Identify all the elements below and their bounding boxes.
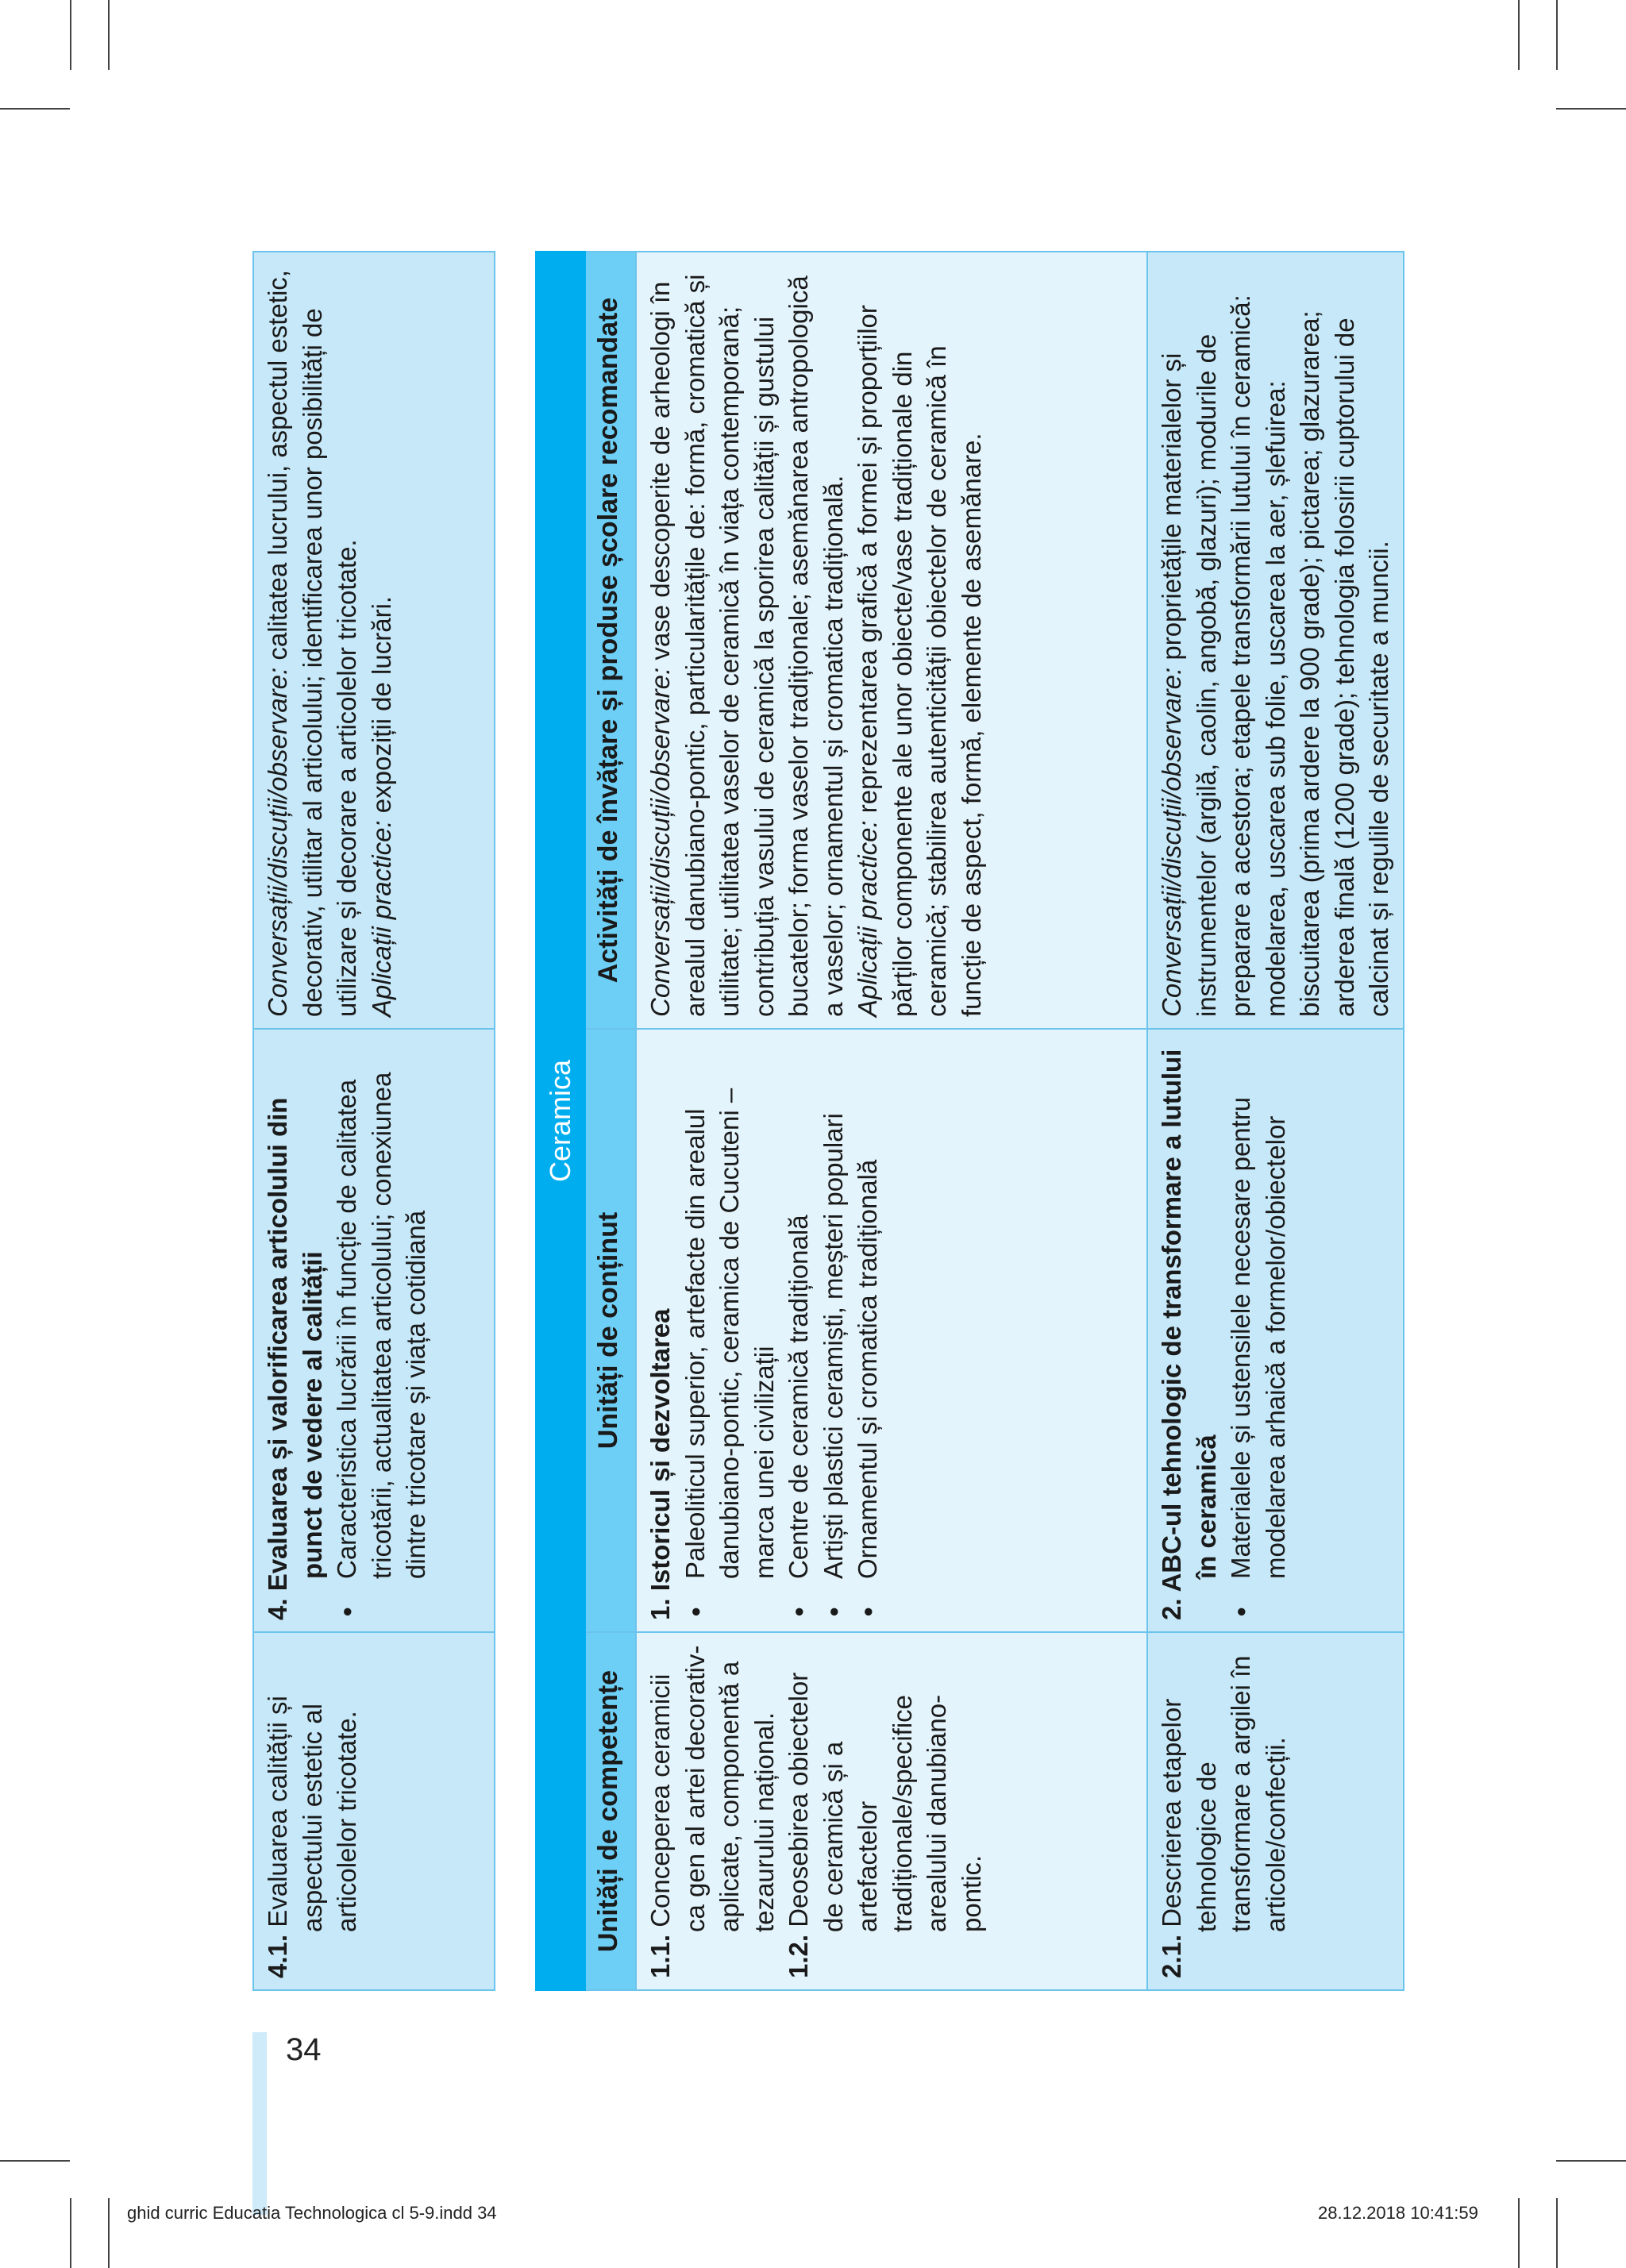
crop-mark <box>0 2160 70 2162</box>
unit-title: 4. Evaluarea și valorificarea articolului din punct de vedere al calității <box>263 1097 327 1620</box>
ceramica-table <box>535 251 1404 1991</box>
activity-cell <box>636 252 1147 1029</box>
ceramica-table-wrapper <box>535 251 1404 1991</box>
table-title: Ceramica <box>536 252 585 1990</box>
crop-mark <box>1518 2198 1520 2268</box>
activity-practice: Aplicații practice: reprezentarea grafică a formei și proporțiilor părților componente ale unor obiecte/vase tradiționale din ceramică; stabilirea autenticității obiectelor de ceramică în funcție de aspect, formă, elemente de asemănare. <box>853 305 986 1017</box>
unit-bullet-list <box>1223 1041 1293 1620</box>
content-unit-cell <box>1147 1029 1404 1632</box>
list-item: ● Ornamentul și cromatica tradițională <box>850 1041 885 1620</box>
table-row <box>253 252 495 1990</box>
footer-date-time: 28.12.2018 10:41:59 <box>1318 2203 1478 2223</box>
unit-title: 1. Istoricul și dezvoltarea <box>645 1308 675 1620</box>
list-item: ● Caracteristica lucrării în funcție de calitatea tricotării, actualitatea articolului; conexiunea dintre tricotare și viața cotidiană <box>329 1041 433 1620</box>
table-row <box>636 252 1147 1990</box>
activity-cell <box>1147 252 1404 1029</box>
activity-practice: Aplicații practice: expoziții de lucrări. <box>366 595 396 1017</box>
list-item: ● Artiști plastici ceramiști, meșteri populari <box>816 1041 851 1620</box>
activity-conversation: Conversații/discuții/observare: proprietățile materialelor și instrumentelor (argilă, caolin, angobă, glazuri); modurile de preparare a acestora; etapele transformării lutului în ceramică: modelarea, uscarea sub folie, uscarea la aer, șlefuirea: biscuitarea (prima ardere la 900 grade); pictarea; glazurarea; arderea finală (1200 grade); tehnologia folosirii cuptorului de calcinat și regulile de securitate a muncii. <box>1157 295 1394 1017</box>
activity-conversation: Conversații/discuții/observare: vase descoperite de arheologi în arealul danubiano-pontic, particularitățile de: formă, cromatică și utilitate; utilitatea vaselor de ceramică în viața contemporană; contribuția vasului de ceramică la sporirea calității și gustului bucatelor; forma vaselor tradiționale; asemănarea antropologică a vaselor; ornamentul și cromatica tradițională. <box>645 274 848 1017</box>
competence-item: 2.1. Descrierea etapelor tehnologice de transformare a argilei în articole/confecții. <box>1157 1655 1290 1978</box>
competence-cell <box>1147 1632 1404 1990</box>
competence-item: 1.1. Conceperea ceramicii ca gen al artei decorativ-aplicate, componentă a tezaurului național. <box>645 1645 779 1978</box>
crop-mark <box>1518 0 1520 70</box>
content-unit-cell <box>253 1029 495 1632</box>
competence-cell <box>253 1632 495 1990</box>
crop-mark <box>1556 108 1626 110</box>
table-row <box>1147 252 1404 1990</box>
crop-mark <box>108 2198 110 2268</box>
activity-conversation: Conversații/discuții/observare: calitatea lucrului, aspectul estetic, decorativ, utilitar al articolului; identificarea unor posibilități de utilizare și decorare a articolelor tricotate. <box>263 270 362 1017</box>
column-header: Unități de competențe <box>585 1632 636 1990</box>
activity-cell <box>253 252 495 1029</box>
crop-mark <box>108 0 110 70</box>
crop-mark <box>1556 0 1558 70</box>
table-header-row <box>585 252 636 1990</box>
crop-mark <box>70 0 71 70</box>
content-unit-cell <box>636 1029 1147 1632</box>
list-item: ● Paleoliticul superior, artefacte din arealul danubiano-pontic, ceramica de Cucuteni – marca unei civilizații <box>678 1041 782 1620</box>
unit-bullet-list <box>678 1041 885 1620</box>
list-item: ● Materialele și ustensilele necesare pentru modelarea arhaică a formelor/obiectelor <box>1223 1041 1293 1620</box>
competence-item: 4.1. Evaluarea calității și aspectului estetic al articolelor tricotate. <box>263 1696 362 1978</box>
crop-mark <box>0 108 70 110</box>
crop-mark <box>1556 2160 1626 2162</box>
competence-cell <box>636 1632 1147 1990</box>
continuation-table-wrapper <box>252 251 495 1991</box>
column-header: Unități de conținut <box>585 1029 636 1632</box>
crop-mark <box>70 2198 71 2268</box>
margin-stripe <box>252 2032 267 2215</box>
list-item: ● Centre de ceramică tradițională <box>781 1041 816 1620</box>
page-number: 34 <box>286 2032 322 2067</box>
unit-bullet-list <box>329 1041 433 1620</box>
unit-title: 2. ABC-ul tehnologic de transformare a lutului în ceramică <box>1157 1049 1221 1620</box>
footer-file-name: ghid curric Educatia Technologica cl 5-9.indd 34 <box>127 2203 497 2223</box>
crop-mark <box>1556 2198 1558 2268</box>
table-title-row <box>536 252 585 1990</box>
continuation-table <box>252 251 495 1991</box>
competence-item: 1.2. Deosebirea obiectelor de ceramică și a artefactelor tradiționale/specifice arealului danubiano-pontic. <box>784 1672 986 1978</box>
column-header: Activități de învățare și produse școlare recomandate <box>585 252 636 1029</box>
